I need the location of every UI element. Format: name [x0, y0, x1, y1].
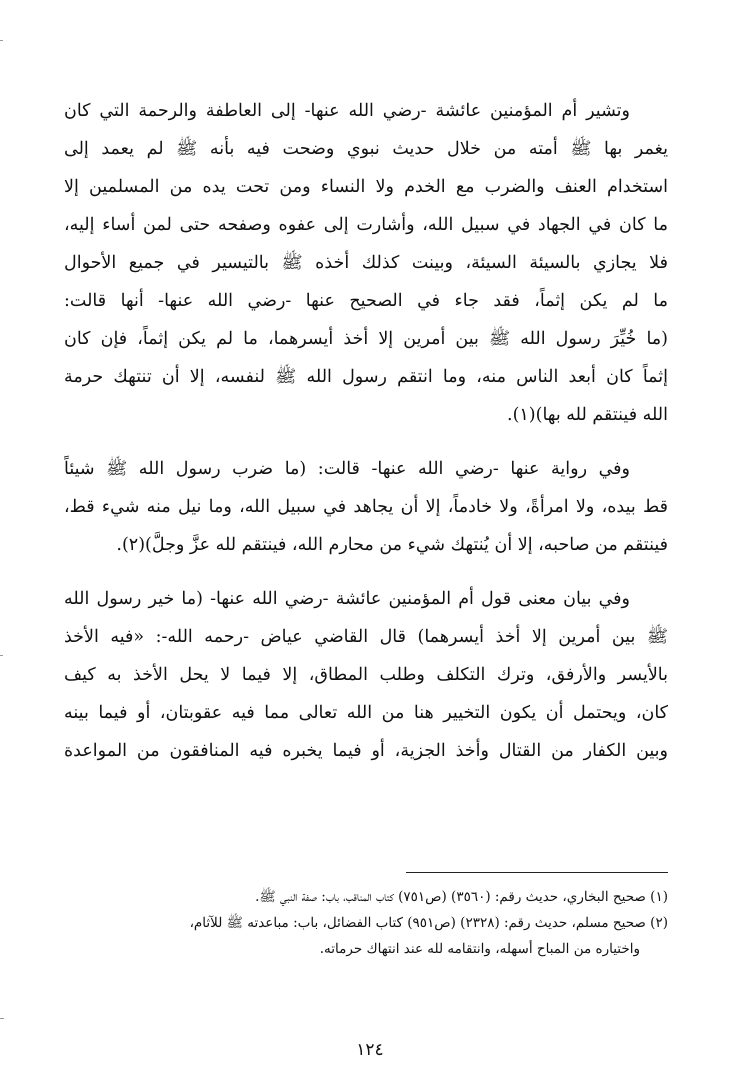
footnote-2: (٢) صحيح مسلم، حديث رقم: (٢٣٢٨) (ص٩٥١) كتاب الفضائل، باب: مباعدته ﷺ للآثام،	[189, 915, 668, 931]
text-line: وفي رواية عنها -رضي الله عنها- قالت: (ما ضرب رسول الله ﷺ شيئاً	[64, 459, 630, 479]
text-line: وتشير أم المؤمنين عائشة -رضي الله عنها- إلى العاطفة والرحمة التي كان	[64, 101, 630, 121]
text-line: الله فينتقم لله بها)(١).	[507, 405, 668, 425]
text-line: (ما خُيِّرَ رسول الله ﷺ بين أمرين إلا أخذ أيسرهما، ما لم يكن إثماً، فإن كان	[64, 329, 668, 349]
text-line: وبين الكفار من القتال وأخذ الجزية، أو فيما يخبره فيه المنافقون من المواعدة	[64, 741, 668, 761]
footnote-2-continuation: واختياره من المباح أسهله، وانتقامه لله عند انتهاك حرماته.	[319, 941, 640, 957]
text-line: ما كان في الجهاد في سبيل الله، وأشارت إلى عفوه وصفحه حتى لمن أساء إليه،	[64, 215, 668, 235]
scan-artifact	[0, 40, 3, 41]
text-line: قط بيده، ولا امرأةً، ولا خادماً، إلا أن يجاهد في سبيل الله، وما نيل منه شيء قط،	[64, 497, 668, 517]
text-line: استخدام العنف والضرب مع الخدم ولا النساء ومن تحت يده من المسلمين إلا	[64, 177, 668, 197]
text-line: بالأيسر والأرفق، وترك التكلف وطلب المطاق، إلا فيما لا يحل الأخذ به كيف	[64, 665, 668, 685]
main-text	[64, 92, 668, 770]
footnote-1: (١) صحيح البخاري، حديث رقم: (٣٥٦٠) (ص٧٥١) كتاب المناقب، باب: صفة النبي ﷺ.	[255, 889, 668, 905]
footnote-divider	[406, 872, 668, 873]
text-line: ﷺ بين أمرين إلا أخذ أيسرهما) قال القاضي عياض -رحمه الله-: «فيه الأخذ	[64, 627, 668, 647]
page-number: ١٢٤	[356, 1040, 384, 1060]
scan-artifact	[0, 1018, 4, 1019]
text-line: كان، ويحتمل أن يكون التخيير هنا من الله تعالى مما فيه عقوبتان، أو فيما بينه	[64, 703, 668, 723]
text-line: فينتقم من صاحبه، إلا أن يُنتهك شيء من محارم الله، فينتقم لله عزَّ وجلَّ)(٢).	[116, 535, 668, 555]
text-line: إثماً كان أبعد الناس منه، وما انتقم رسول الله ﷺ لنفسه، إلا أن تنتهك حرمة	[64, 367, 668, 387]
footnotes	[64, 884, 668, 962]
text-line: يغمر بها ﷺ أمته من خلال حديث نبوي وضحت فيه بأنه ﷺ لم يعمد إلى	[64, 139, 668, 159]
scan-artifact	[0, 655, 3, 656]
text-line: وفي بيان معنى قول أم المؤمنين عائشة -رضي الله عنها- (ما خير رسول الله	[64, 589, 630, 609]
text-line: فلا يجازي بالسيئة السيئة، وبينت كذلك أخذه ﷺ بالتيسير في جميع الأحوال	[64, 253, 668, 273]
text-line: ما لم يكن إثماً، فقد جاء في الصحيح عنها -رضي الله عنها- أنها قالت:	[64, 291, 668, 311]
